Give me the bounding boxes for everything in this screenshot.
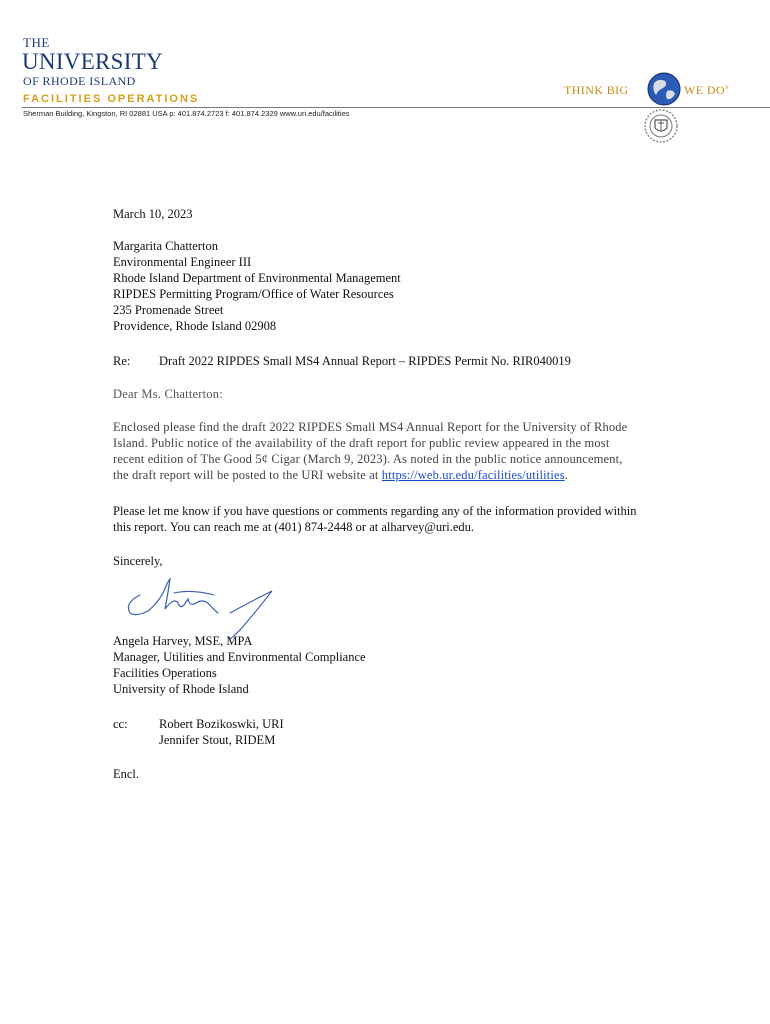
signer-institution: University of Rhode Island [113, 682, 249, 696]
paragraph2-line1: Please let me know if you have questions or comments regarding any of the information provided within [113, 504, 637, 518]
tagline-we-do-text: WE DO [684, 83, 725, 97]
tagline-think-big: THINK BIG [564, 83, 629, 97]
signer-name: Angela Harvey, MSE, MPA [113, 634, 253, 648]
recipient-name: Margarita Chatterton [113, 239, 218, 253]
recipient-title: Environmental Engineer III [113, 255, 252, 269]
paragraph-contact [113, 503, 637, 535]
cc-label: cc: [113, 717, 128, 731]
paragraph2-line2: this report. You can reach me at (401) 874-2448 or at alharvey@uri.edu. [113, 520, 475, 534]
paragraph1-line1: Enclosed please find the draft 2022 RIPDES Small MS4 Annual Report for the University of Rhode [113, 420, 628, 434]
letterhead-address: Sherman Building, Kingston, RI 02881 USA p: 401.874.2723 f: 401.874.2329 www.uri.edu/facilities [23, 109, 350, 118]
recipient-street: 235 Promenade Street [113, 303, 224, 317]
signer-department: Facilities Operations [113, 666, 217, 680]
paragraph1-line4-prefix: the draft report will be posted to the URI website at [113, 468, 382, 482]
cc-recipient-1: Robert Bozikoswki, URI [159, 717, 284, 731]
handwritten-signature [118, 573, 278, 641]
re-subject: Draft 2022 RIPDES Small MS4 Annual Report – RIPDES Permit No. RIR040019 [159, 354, 571, 368]
trademark-mark: ® [725, 86, 730, 91]
recipient-address-block [113, 238, 401, 334]
letterhead-the: THE [23, 35, 50, 50]
cc-list [159, 716, 284, 748]
enclosure-note: Encl. [113, 767, 140, 781]
paragraph1-line3: recent edition of The Good 5¢ Cigar (March 9, 2023). As noted in the public notice announcement, [113, 452, 623, 466]
salutation: Dear Ms. Chatterton: [113, 387, 223, 401]
paragraph1-line2: Island. Public notice of the availability of the draft report for public review appeared in the most [113, 436, 610, 450]
signature-block [113, 633, 366, 697]
signer-title: Manager, Utilities and Environmental Compliance [113, 650, 366, 664]
paragraph-enclosure-notice [113, 419, 627, 483]
globe-icon [646, 71, 682, 107]
letterhead-department: FACILITIES OPERATIONS [23, 93, 200, 105]
letterhead-university: UNIVERSITY [22, 49, 163, 74]
tagline-we-do [684, 83, 729, 98]
closing: Sincerely, [113, 554, 163, 568]
paragraph1-line4-suffix: . [564, 468, 568, 482]
cc-recipient-2: Jennifer Stout, RIDEM [159, 733, 276, 747]
utilities-website-link[interactable]: https://web.ur.edu/facilities/utilities [381, 468, 565, 482]
recipient-office: RIPDES Permitting Program/Office of Water Resources [113, 287, 394, 301]
paragraph1-line4 [113, 467, 627, 483]
recipient-city: Providence, Rhode Island 02908 [113, 319, 277, 333]
recipient-department: Rhode Island Department of Environmental Management [113, 271, 401, 285]
letterhead-of-rhode-island: OF RHODE ISLAND [23, 74, 136, 88]
re-label: Re: [113, 354, 131, 368]
university-seal-icon [639, 108, 683, 144]
letter-date: March 10, 2023 [113, 207, 193, 221]
